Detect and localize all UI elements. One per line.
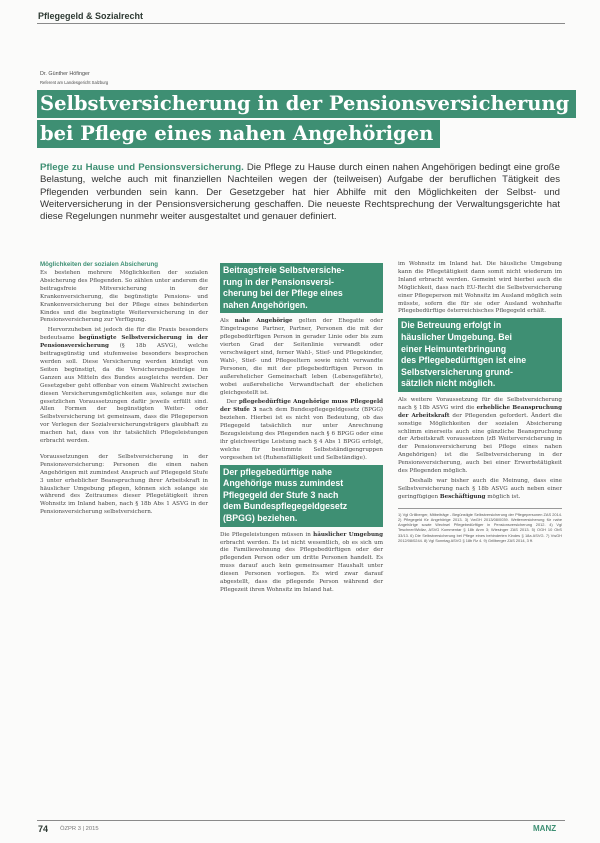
highlight-box-1-line: nahen Angehörigen. <box>223 299 308 310</box>
col1-p2-bold: begünstigte Selbstversicherung in der Pensionsversicherung <box>40 335 209 350</box>
col2-p2-text-c: nach dem Bundespflegegeldgesetz (BPGG) beziehen. Hierbei ist es nicht von Bedeutung, ob das Pflegegeld tatsächlich nur unter Anrechnung Bezugsleistung des Pflegenden nach § 6 BPGG oder eine ihr gleichwertige Leistung nach § 4 Abs 1 BPGG erfolgt, welche für bestimmte Selbstständigengruppen vorgesehen ist (Ruhensfälligkeit und Selbständige). <box>220 407 383 461</box>
col3-p2-text-c: der Pflegenden gefordert. Ändert die sonstige Möglichkeiten der sozialen Absicherung schlimm einerseits auch eine gänzliche Beanspruchung der Arbeitskraft voraussetzen (zB Weiterversicherung in der Pensionsversicherung bei Pflege eines nahen Angehörigen) ist die Selbstversicherung in der Pensionsversicherung, auch bei einer Erwerbstätigkeit des Pflegenden möglich. <box>398 412 563 475</box>
col1-subheading: Möglichkeiten der sozialen Absicherung <box>40 261 159 268</box>
highlight-box-1-line: cherung bei der Pflege eines <box>223 288 343 299</box>
highlight-box-3-line: einer Heimunterbringung <box>401 343 507 354</box>
footnotes: 1) Vgl Grillberger, Mitbeiträge - Begünstigte Selbstversicherung der Pflegepersonen ZAS 2014. 2) Pflegegeld für Angehörige 2013. 3) VwGH 2013/08/0039. Weiterversicherung für nahe Angehörige sowie Wechsel Pflegebedürftiger in Pensionsversicherung 2012. 4) Vgl Teschner/Widlar, ASVG Kommentar § 18b Anm 3; Wiesinger ZAS 2013. 5) OGH 10 ObS 33/13. 6) Die Selbstversicherung bei Pflege eines behinderten Kindes § 18a ASVG. 7) VwGH 2012/08/0244. 8) Vgl Sonntag ASVG § 18b Rz 4. 9) Grillberger ZAS 2014, 3 ff. <box>398 508 562 543</box>
col1-p2-text-c: (§ 18b ASVG), welche beitragsgünstig und stufenweise besonders besprochen werden soll. Diese Versicherung werden kündigt von Seiten begünstigt, da die Versicherungsbeiträge im Ganzen aus Mitteln des Bundes ausgleichs werden. Der Gesetzgeber geht offenbar von einem Wahlrecht zwischen diesen Versicherungsmöglichkeiten aus, solange nur die gesetzlichen Voraussetzungen dafür jeweils erfüllt sind. Allen Formen der begünstigten Weiter- oder Selbstversicherung ist gemeinsam, dass die Pflegeperson vor Verlegen der Sozialversicherungsträgers glaubhaft zu machen hat, dass von ihr tatsächlich Pflegeleistungen erbracht werden. <box>40 343 208 445</box>
col2-paragraph-2 <box>220 399 383 462</box>
col2-p3-bold: häuslicher Umgebung <box>313 531 383 538</box>
col3-paragraph-1: im Wohnsitz im Inland hat. Die häusliche Umgebung kann die Pflegetätigkeit dann somit nicht wiederum im Inland erbracht werden. Gemeint wird hierbei auch die Möglichkeit, dass nach EU-Recht die Selbstversicherung einer Pflegeperson mit Wohnsitz im Ausland möglich sein müsste, sofern die für sie oder Ausland wohnhafte Pflegebedürftige österreichisches Pflegegeld erhält. <box>398 261 562 315</box>
author-name: Dr. Günther Höfinger <box>40 71 90 77</box>
col3-p3-bold: Beschäftigung <box>439 493 486 500</box>
col2-p3-text-a: Die Pflegeleistungen müssen in <box>220 531 314 538</box>
col2-p1-text-c: gelten der Ehegatte oder Eingetragene Partner, Partner, Personen die mit der pflegebedürftigen Person in gerader Linie oder bis zum vierten Grad der Seitenlinie verwandt oder verschwägert sind, ferner Wahl-, Stief- und Pflegekinder, Wahl-, Stief- und Pflegeeltern sowie nicht verwandte Personen, die mit der pflegebedürftigen Person in außerehelicher Gemeinschaft leben (Lebensgefährte), wobei außereheliche Verwandtschaft der ehelichen gleichgestellt ist. <box>220 318 384 396</box>
col1-paragraph-3: Voraussetzungen der Selbstversicherung in der Pensionsversicherung: Personen die einen nahen Angehörigen mit zumindest Anspruch auf Pflegegeld Stufe 3 unter erheblicher Beanspruchung ihrer Arbeitskraft in häuslicher Umgebung pflegen, können sich solange sie während des Zeitraumes dieser Pflegetätigkeit ihren Wohnsitz im Inland haben, nach § 18b Abs 1 ASVG in der Pensionsversicherung selbstversichern. <box>40 453 208 516</box>
col1-paragraph-2 <box>40 327 208 446</box>
intro-text: Die Pflege zu Hause durch einen nahen Angehörigen bedingt eine große Belastung, welche auch mit finanziellen Nachteilen wegen der (teilweisen) Aufgabe der beruflichen Tätigkeit des Pflegenden verbunden sein kann. Der Gesetzgeber hat hier Abhilfe mit den Möglichkeiten der Selbst- und Weiterversicherung in der Pensionsversicherung geschaffen. Die neueste Rechtsprechung der Verwaltungsgerichte hat diese Regelungen nunmehr weiter ausgestaltet und genauer definiert. <box>40 162 560 223</box>
journal-issue: ÖZPR 3 | 2015 <box>60 826 99 832</box>
highlight-box-3-line: des Pflegebedürftigen ist eine <box>401 355 527 366</box>
col3-p2-bold: erhebliche Beanspruchung der Arbeitskraft <box>398 404 563 419</box>
page-number: 74 <box>38 824 49 834</box>
highlight-box-3 <box>398 318 562 392</box>
col2-p1-bold: nahe Angehörige <box>234 318 293 325</box>
highlight-box-2-line: Angehörige muss zumindest <box>223 478 344 489</box>
highlight-box-3-line: sätzlich nicht möglich. <box>401 378 496 389</box>
highlight-box-2-line: Der pflegebedürftige nahe <box>223 466 332 477</box>
column-2 <box>220 261 383 597</box>
col1-p2-text-a: Hervorzuheben ist jedoch die für die Praxis besonders bedeutsame <box>40 327 208 342</box>
section-title: Pflegegeld & Sozialrecht <box>38 11 144 21</box>
publisher-logo: MANZ <box>533 824 557 833</box>
article-title <box>37 90 570 150</box>
highlight-box-1-line: Beitragsfreie Selbstversiche- <box>223 265 345 275</box>
highlight-box-2 <box>220 465 383 527</box>
highlight-box-1-line: rung in der Pensionsversi- <box>223 276 334 287</box>
col2-p1-text-a: Als <box>220 318 235 325</box>
highlight-box-3-line: Die Betreuung erfolgt in <box>401 320 502 331</box>
column-3 <box>398 261 562 543</box>
highlight-box-2-line: Pflegegeld der Stufe 3 nach <box>223 489 339 500</box>
author-role: Referent am Landesgericht Salzburg <box>40 80 109 85</box>
col3-p2-text-a: Als weitere Voraussetzung für die Selbstversicherung nach § 18b ASVG wird die <box>398 396 562 411</box>
highlight-box-3-line: Selbstversicherung grund- <box>401 366 513 377</box>
highlight-box-1 <box>220 263 383 313</box>
col2-p2-bold: pflegebedürftige Angehörige muss Pflegegeld der Stufe 3 <box>220 399 384 414</box>
col3-paragraph-3 <box>398 478 562 502</box>
title-line-1: Selbstversicherung in der Pensionsversicherung <box>37 90 576 118</box>
col2-paragraph-1 <box>220 318 383 397</box>
footer-rule <box>37 820 565 821</box>
column-1 <box>40 261 208 519</box>
highlight-box-2-line: (BPGG) beziehen. <box>223 513 298 524</box>
col2-p3-text-c: erbracht werden. Es ist nicht wesentlich, ob es sich um die Familiewohnung des Pflegebedürftigen oder der pflegenden Person oder um dritte Personen handelt. Es muss darauf auch kein gemeinsamer Haushalt unter diesen Personen vorliegen. Es wird zwar darauf abgestellt, dass die pflegende Person während der Pflegezeit ihren Wohnsitz im Inland hat. <box>220 539 383 593</box>
col2-paragraph-3 <box>220 532 383 595</box>
intro-paragraph <box>40 162 560 223</box>
highlight-box-3-line: häuslicher Umgebung. Bei <box>401 331 512 342</box>
col3-p3-text-a: Deshalb war bisher auch die Meinung, dass eine Selbstversicherung nach § 18b ASVG auch neben einer geringfügigen <box>398 477 562 500</box>
highlight-box-2-line: dem Bundespflegegeldgesetz <box>223 501 348 512</box>
col1-paragraph-1: Es bestehen mehrere Möglichkeiten der sozialen Absicherung des Pflegenden. So zählen unter anderem die beitragsfreie Mitversicherung in der Krankenversicherung, die begünstigte Pensions- und Krankenversicherung bei der Pflege eines behinderten Kindes und die begünstigte Weiterversicherung in der Pensionsversicherung zur Verfügung. <box>40 270 208 324</box>
col3-p3-text-c: möglich ist. <box>485 493 521 500</box>
col3-paragraph-2 <box>398 397 562 476</box>
title-line-2: bei Pflege eines nahen Angehörigen <box>37 120 440 148</box>
intro-lead: Pflege zu Hause und Pensionsversicherung. <box>40 162 244 173</box>
col2-p2-text-a: Der <box>226 399 239 406</box>
